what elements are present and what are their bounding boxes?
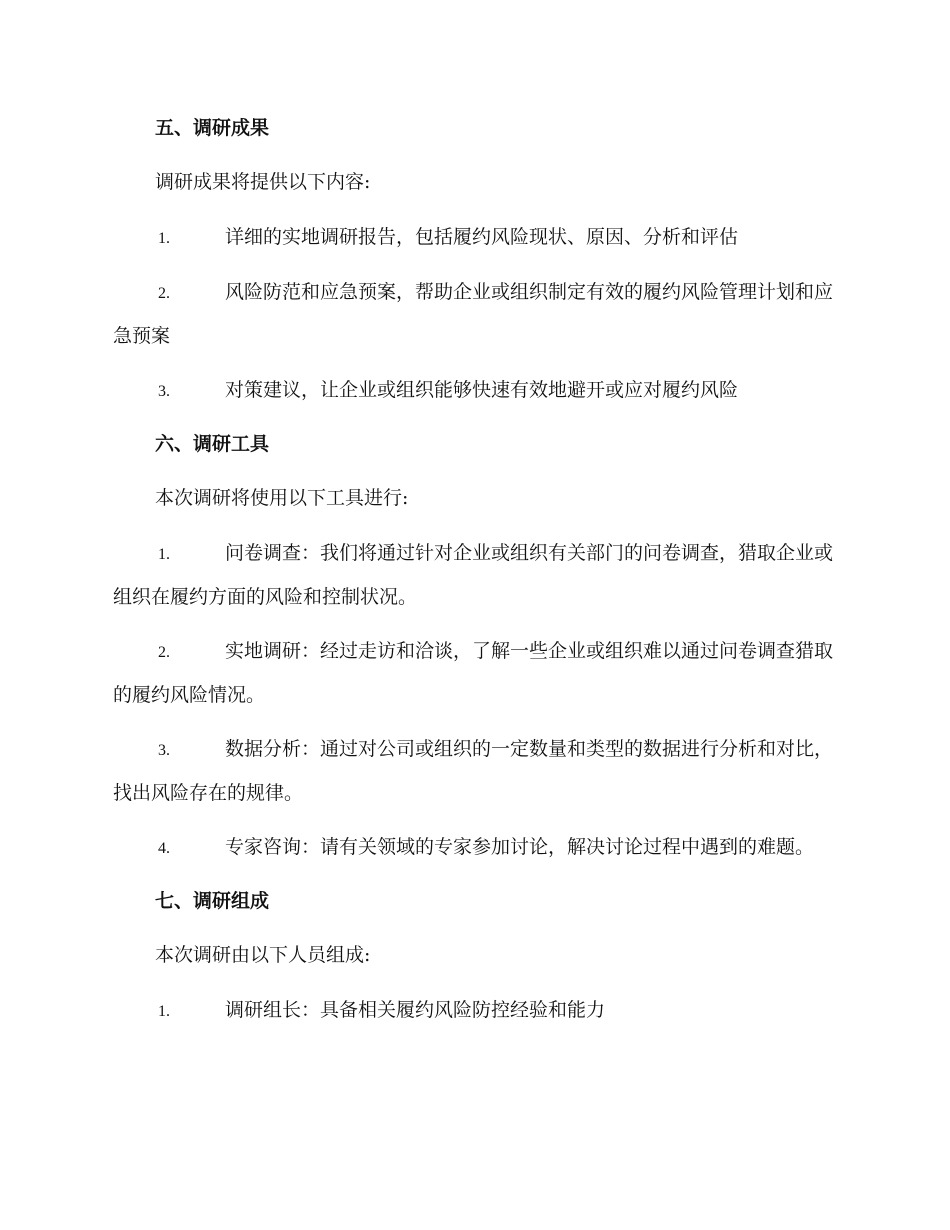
list-item: [113, 216, 835, 260]
list-item: [113, 989, 835, 1033]
list-item-number: 2.: [158, 285, 170, 302]
list-item-text: 风险防范和应急预案，帮助企业或组织制定有效的履约风险管理计划和应急预案: [113, 281, 834, 347]
list-item-number: 1.: [158, 230, 170, 247]
section-intro: 本次调研将使用以下工具进行:: [155, 487, 409, 509]
list-item-text: 调研组长：具备相关履约风险防控经验和能力: [225, 999, 606, 1021]
list-item: [113, 728, 835, 815]
list-item: [113, 369, 835, 413]
list-item-number: 1.: [158, 546, 170, 563]
list-item-text: 专家咨询：请有关领域的专家参加讨论，解决讨论过程中遇到的难题。: [225, 836, 815, 858]
list-item: [113, 630, 835, 717]
list-item-text: 问卷调查：我们将通过针对企业或组织有关部门的问卷调查，猎取企业或组织在履约方面的风险和控制状况。: [113, 542, 834, 608]
document-body: [113, 108, 835, 1044]
section-heading-research-tools: 六、调研工具: [155, 433, 270, 455]
section-intro: 调研成果将提供以下内容:: [155, 171, 371, 193]
list-item-number: 3.: [158, 383, 170, 400]
list-item-number: 2.: [158, 644, 170, 661]
section-intro: 本次调研由以下人员组成:: [155, 944, 371, 966]
list-item: [113, 271, 835, 358]
list-item: [113, 826, 835, 870]
list-item: [113, 532, 835, 619]
section-heading-research-team: 七、调研组成: [155, 890, 270, 912]
list-item-number: 1.: [158, 1003, 170, 1020]
section-heading-research-results: 五、调研成果: [155, 117, 270, 139]
list-item-number: 3.: [158, 742, 170, 759]
list-item-text: 实地调研：经过走访和洽谈，了解一些企业或组织难以通过问卷调查猎取的履约风险情况。: [113, 640, 834, 706]
list-item-text: 数据分析：通过对公司或组织的一定数量和类型的数据进行分析和对比，找出风险存在的规律。: [113, 738, 834, 804]
list-item-text: 详细的实地调研报告，包括履约风险现状、原因、分析和评估: [225, 226, 739, 248]
list-item-number: 4.: [158, 840, 170, 857]
list-item-text: 对策建议，让企业或组织能够快速有效地避开或应对履约风险: [225, 379, 739, 401]
